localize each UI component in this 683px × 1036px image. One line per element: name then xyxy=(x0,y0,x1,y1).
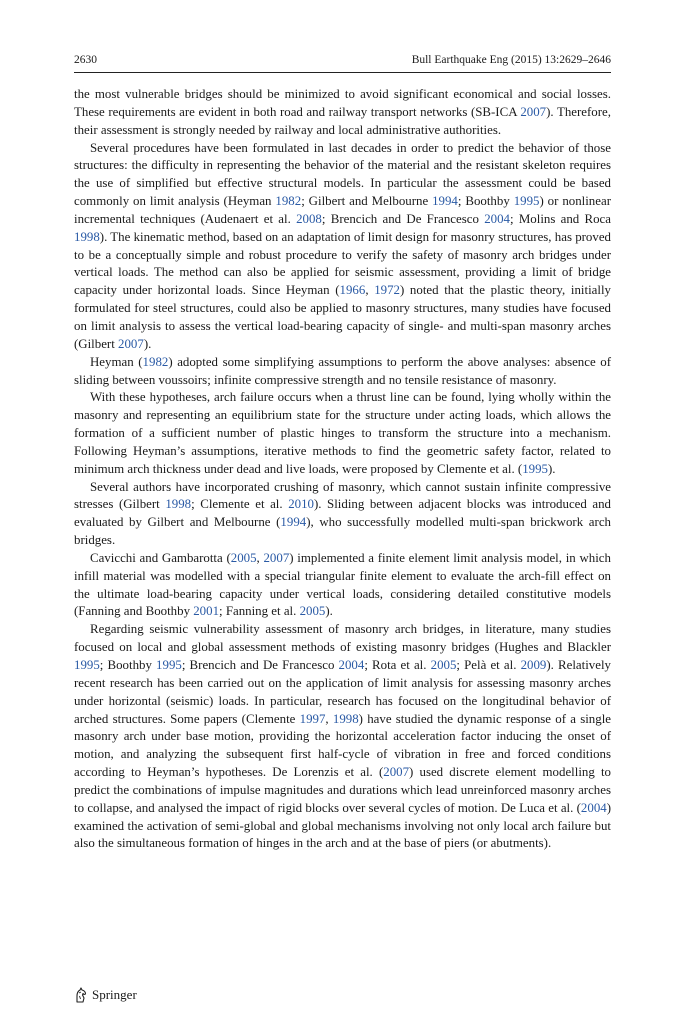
citation-link[interactable]: 2007 xyxy=(520,104,547,119)
citation-link[interactable]: 2005 xyxy=(299,604,326,619)
paragraph-text: ). xyxy=(143,336,152,351)
citation-link[interactable]: 1995 xyxy=(74,658,100,672)
paragraph-text: ). The kinematic method, based on an adaptation of limit design for masonry structures, has proved to be a conceptually simple and robust procedure to verify the safety of masonry arch bridges under vertical loads. The method can also be applied for seismic assessment, providing a limit of bridge capacity under horizontal loads. Since Heyman ( xyxy=(74,229,611,298)
paragraph-text: Several authors have incorporated crushing of masonry, which cannot sustain infinite compressive stresses (Gilbert xyxy=(74,479,611,512)
paragraph-text: ) or nonlinear incremental techniques (Audenaert et al. xyxy=(74,194,611,226)
page-number: 2630 xyxy=(74,54,97,66)
paragraph-text: ; Pelà et al. xyxy=(456,658,521,672)
running-header xyxy=(74,50,611,73)
paragraph-text: ). Sliding between adjacent blocks was introduced and evaluated by Gilbert and Melbourne ( xyxy=(74,497,612,530)
citation-link[interactable]: 1997 xyxy=(299,711,326,726)
citation-link[interactable]: 2007 xyxy=(263,550,290,565)
paragraph xyxy=(74,389,611,478)
paragraph-text: ) examined the activation of semi-global and global mechanisms involving not only local arch failure but also the simultaneous formation of hinges in the arch and at the base of piers (or abutments). xyxy=(74,800,611,851)
citation-link[interactable]: 1995 xyxy=(513,194,540,209)
paragraph-text: , xyxy=(365,283,375,298)
citation-link[interactable]: 1966 xyxy=(339,283,366,298)
paragraph-text: Heyman ( xyxy=(90,354,143,369)
citation-link[interactable]: 2005 xyxy=(230,550,257,565)
citation-link[interactable]: 1982 xyxy=(275,194,302,209)
citation-link[interactable]: 2007 xyxy=(118,336,144,351)
citation-link[interactable]: 2004 xyxy=(484,211,510,226)
citation-link[interactable]: 1998 xyxy=(74,229,100,244)
springer-horse-icon xyxy=(74,987,88,1003)
citation-link[interactable]: 2007 xyxy=(383,765,410,780)
paragraph-text: With these hypotheses, arch failure occurs when a thrust line can be found, lying wholly within the masonry and representing an equilibrium state for the structure under acting loads, which allows the formation of a sufficient number of plastic hinges to transform the structure into a mechanism. Following Heyman’s assumptions, iterative methods to find the geometric safety factor, related to minimum arch thickness under dead and live loads, were proposed by Clemente et al. ( xyxy=(74,390,611,476)
paragraph-text: ; Boothby xyxy=(99,658,157,672)
paragraph-text: ; Gilbert and Melbourne xyxy=(301,194,433,209)
paragraph-text: ; Boothby xyxy=(457,194,514,209)
paragraph xyxy=(74,479,611,550)
paragraph-text: ) noted that the plastic theory, initially formulated for steel structures, could also be applied to masonry structures, many studies have focused on limit analysis to assess the vertical load-bearing capacity of single- and multi-span masonry arches (Gilbert xyxy=(74,283,611,351)
citation-link[interactable]: 1994 xyxy=(280,515,307,530)
paragraph-text: ), who successfully modelled multi-span brickwork arch bridges. xyxy=(74,515,611,548)
paragraph-text: ). Relatively recent research has been carried out on the application of limit analysis for assessing masonry arches under horizontal (seismic) loads. In particular, research has focused on the longitudinal behavior of arched structures. Some papers (Clemente xyxy=(74,658,611,726)
citation-link[interactable]: 1972 xyxy=(374,283,400,298)
citation-link[interactable]: 1982 xyxy=(142,354,169,369)
citation-link[interactable]: 2005 xyxy=(430,658,457,672)
paragraph-text: ; Clemente et al. xyxy=(191,497,289,512)
journal-citation: Bull Earthquake Eng (2015) 13:2629–2646 xyxy=(411,54,611,66)
paragraph-text: ) have studied the dynamic response of a single masonry arch under base motion, providing the horizontal acceleration factor inducing the onset of motion, and analyzing the subsequent first half-cycle of vibration in free and forced conditions according to Heyman’s hypotheses. De Lorenzis et al. ( xyxy=(74,711,612,780)
citation-link[interactable]: 1994 xyxy=(432,194,458,209)
citation-link[interactable]: 2004 xyxy=(580,800,607,815)
paragraph-text: ). xyxy=(547,461,556,476)
citation-link[interactable]: 2009 xyxy=(520,658,547,672)
paragraph-text: ; Molins and Roca xyxy=(509,211,611,226)
paragraph-text: ; Fanning et al. xyxy=(219,604,300,619)
paragraph xyxy=(74,140,611,354)
paragraph-text: ; Rota et al. xyxy=(364,658,431,672)
citation-link[interactable]: 1998 xyxy=(165,497,192,512)
paragraph xyxy=(74,550,611,621)
citation-link[interactable]: 1995 xyxy=(156,658,182,672)
paragraph-text: , xyxy=(325,711,333,726)
publisher-footer xyxy=(74,987,137,1003)
paragraph-text: the most vulnerable bridges should be minimized to avoid significant economical and social losses. These requirements are evident in both road and railway transport networks (SB-ICA xyxy=(74,87,611,119)
paragraph-text: ). xyxy=(325,604,333,619)
citation-link[interactable]: 1995 xyxy=(522,461,548,476)
paragraph xyxy=(74,621,611,853)
paragraph-text: ) adopted some simplifying assumptions to perform the above analyses: absence of sliding between voussoirs; infinite compressive strength and no tensile resistance of masonry. xyxy=(74,354,612,387)
citation-link[interactable]: 2010 xyxy=(288,497,314,512)
paragraph xyxy=(74,354,611,390)
paragraph-text: , xyxy=(256,550,264,565)
paragraph xyxy=(74,86,611,140)
citation-link[interactable]: 2004 xyxy=(338,658,365,672)
article-body xyxy=(74,86,611,853)
paragraph-text: ) implemented a finite element limit analysis model, in which infill material was modelled with a special triangular finite element to evaluate the arch-fill effect on the ultimate load-bearing capacity under vertical loads, considering detailed constitutive models (Fanning and Boothby xyxy=(74,550,611,619)
citation-link[interactable]: 2008 xyxy=(296,211,322,226)
paragraph-text: Several procedures have been formulated in last decades in order to predict the behavior of those structures: the difficulty in representing the behavior of the material and the resistant skeleton requires the use of simplified but effective structural models. In particular the assessment could be based commonly on limit analysis (Heyman xyxy=(74,140,611,209)
citation-link[interactable]: 2001 xyxy=(193,604,220,619)
paragraph-text: Regarding seismic vulnerability assessment of masonry arch bridges, in literature, many studies focused on local and global assessment methods of existing masonry bridges (Hughes and Blackler xyxy=(74,622,611,655)
paragraph-text: ) used discrete element modelling to predict the combinations of impulse magnitudes and durations which lead unreinforced masonry arches to collapse, and analysed the impact of rigid blocks over several cycles of motion. De Luca et al. ( xyxy=(74,765,611,815)
paragraph-text: ; Brencich and De Francesco xyxy=(181,658,339,672)
paragraph-text: ; Brencich and De Francesco xyxy=(321,211,485,226)
citation-link[interactable]: 1998 xyxy=(332,711,359,726)
publisher-name: Springer xyxy=(92,987,137,1002)
paragraph-text: ). Therefore, their assessment is strongly needed by railway and local administrative authorities. xyxy=(74,104,611,137)
paragraph-text: Cavicchi and Gambarotta ( xyxy=(90,550,231,565)
